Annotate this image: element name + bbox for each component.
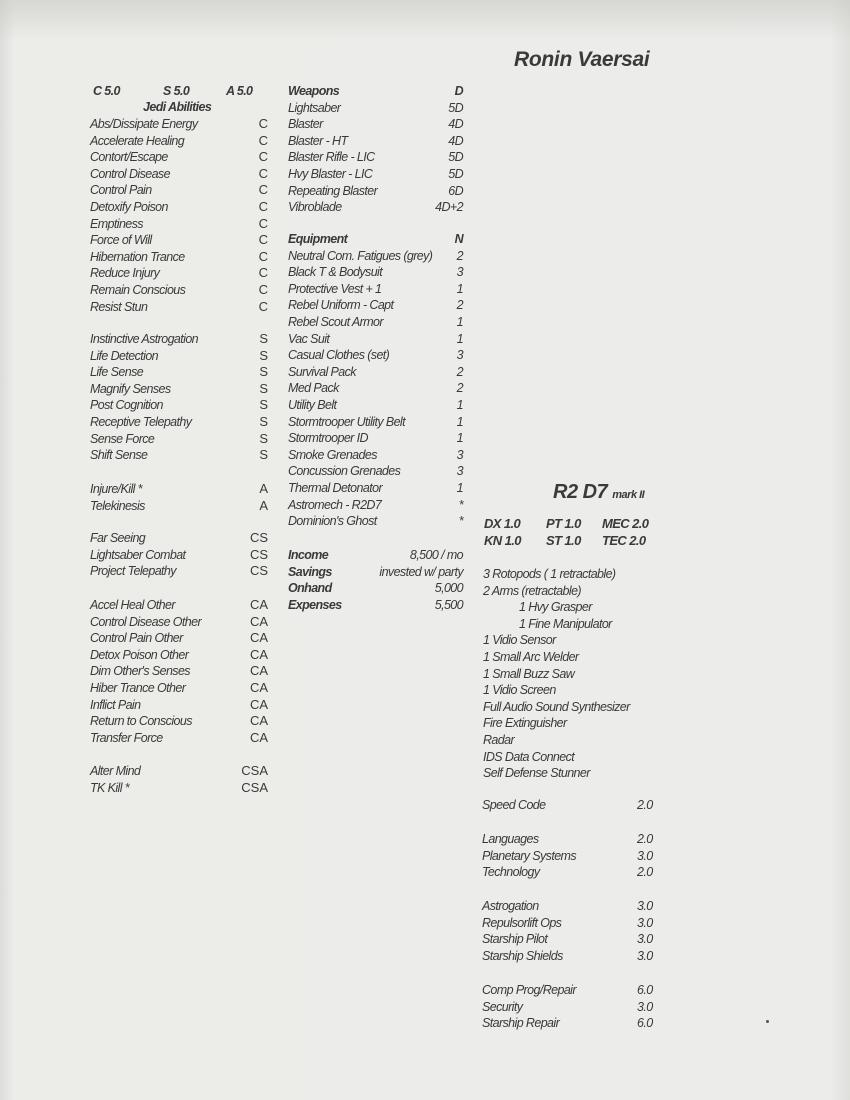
droid-feature: Fire Extinguisher [483, 716, 567, 731]
jedi-ability-row [90, 563, 280, 580]
jedi-ability-code: CS [249, 530, 268, 545]
jedi-ability-name: Post Cognition [90, 398, 163, 413]
droid-skill-row [482, 797, 662, 814]
jedi-ability-name: Transfer Force [90, 730, 163, 745]
jedi-ability-name: Resist Stun [90, 299, 148, 314]
jedi-ability-name: Hibernation Trance [90, 249, 185, 264]
weapon-row [288, 116, 463, 133]
jedi-ability-row [90, 149, 280, 166]
equipment-row [288, 447, 463, 464]
droid-stat: MEC 2.0 [602, 516, 649, 531]
droid-skill-name: Starship Pilot [482, 932, 548, 947]
jedi-ability-name: Control Pain Other [90, 631, 183, 646]
droid-skill-row [482, 948, 662, 965]
attribute-stats [93, 83, 268, 100]
equipment-value: 3 [456, 265, 463, 280]
jedi-ability-row [90, 232, 280, 249]
finance-label: Savings [288, 564, 332, 579]
droid-skill-name: Repulsorlift Ops [482, 915, 562, 930]
equipment-name: Astromech - R2D7 [288, 497, 382, 512]
jedi-ability-code: C [258, 116, 268, 131]
droid-feature: 1 Small Buzz Saw [483, 666, 575, 681]
equipment-value: 2 [456, 298, 463, 313]
droid-skill-row [482, 848, 662, 865]
droid-skill-name: Technology [482, 865, 540, 880]
equipment-row [288, 347, 463, 364]
droid-stat: KN 1.0 [484, 533, 521, 548]
weapon-value: 5D [448, 166, 463, 181]
jedi-ability-code: C [258, 182, 268, 198]
finance-value: invested w/ party [379, 564, 463, 579]
jedi-ability-row [90, 530, 280, 547]
equipment-name: Rebel Scout Armor [288, 314, 383, 329]
jedi-ability-name: Far Seeing [90, 531, 146, 545]
jedi-group-sense [90, 331, 280, 464]
jedi-ability-name: Control Pain [90, 183, 152, 198]
stray-ink-dot [766, 1020, 769, 1023]
equipment-name: Vac Suit [288, 331, 330, 346]
jedi-ability-name: Dim Other's Senses [90, 664, 190, 679]
droid-skill-row [482, 864, 662, 881]
weapon-name: Repeating Blaster [288, 183, 378, 198]
equipment-name: Black T & Bodysuit [288, 265, 383, 280]
jedi-group-control-sense [90, 530, 280, 580]
equipment-name: Thermal Detonator [288, 480, 383, 495]
droid-mark: mark II [612, 489, 645, 501]
droid-skill-value: 2.0 [637, 865, 653, 880]
jedi-group-control-alter [90, 597, 280, 746]
finance-value: 5,000 [434, 581, 463, 596]
jedi-ability-row [90, 431, 280, 448]
jedi-ability-row [90, 282, 280, 299]
jedi-ability-row [90, 680, 280, 697]
attribute-sense: S 5.0 [163, 84, 190, 98]
equipment-value: 1 [456, 331, 463, 346]
equipment-name: Survival Pack [288, 364, 356, 379]
weapon-row [288, 183, 463, 200]
equipment-row [288, 264, 463, 281]
equipment-name: Protective Vest + 1 [288, 281, 382, 296]
droid-skill-row [482, 999, 662, 1016]
droid-feature: Radar [483, 732, 515, 747]
finance-value: 8,500 / mo [409, 548, 463, 562]
weapons-column-label: D [454, 84, 463, 98]
jedi-ability-name: Life Sense [90, 365, 144, 380]
weapon-value: 5D [448, 100, 463, 115]
jedi-ability-name: Contort/Escape [90, 150, 168, 165]
jedi-ability-name: Shift Sense [90, 448, 148, 463]
droid-skill-row [482, 898, 662, 915]
droid-feature: 3 Rotopods ( 1 retractable) [483, 567, 616, 581]
droid-skill-value: 3.0 [637, 999, 653, 1014]
droid-skill-value: 3.0 [637, 848, 653, 863]
equipment-value: 1 [456, 397, 463, 412]
jedi-ability-row [90, 216, 280, 233]
equipment-value: 2 [456, 364, 463, 379]
equipment-name: Stormtrooper Utility Belt [288, 414, 405, 429]
jedi-ability-row [90, 182, 280, 199]
jedi-ability-name: Detox Poison Other [90, 647, 189, 662]
droid-feature: 1 Fine Manipulator [519, 616, 612, 631]
droid-skill-value: 3.0 [637, 915, 653, 930]
equipment-list [288, 248, 463, 530]
droid-stat: PT 1.0 [546, 516, 581, 531]
droid-skill-row [482, 1015, 662, 1032]
equipment-row [288, 463, 463, 480]
droid-skills-group-2 [482, 831, 662, 881]
jedi-abilities-heading: Jedi Abilities [143, 100, 212, 114]
jedi-ability-name: Receptive Telepathy [90, 414, 192, 429]
equipment-value: 1 [456, 480, 463, 495]
droid-feature: IDS Data Connect [483, 749, 575, 764]
weapons-list [288, 100, 463, 216]
droid-skills-group-3 [482, 898, 662, 964]
droid-skill-row [482, 931, 662, 948]
jedi-ability-name: Hiber Trance Other [90, 680, 186, 695]
jedi-ability-name: Injure/Kill * [90, 482, 142, 496]
equipment-row [288, 314, 463, 331]
jedi-ability-row [90, 730, 280, 747]
weapon-row [288, 149, 463, 166]
equipment-row [288, 513, 463, 530]
jedi-ability-row [90, 331, 280, 348]
equipment-row [288, 248, 463, 265]
weapon-value: 5D [448, 150, 463, 165]
jedi-ability-code: CA [249, 696, 268, 712]
jedi-ability-name: Emptiness [90, 216, 143, 231]
equipment-row [288, 480, 463, 497]
jedi-ability-name: Magnify Senses [90, 381, 171, 396]
jedi-ability-code: C [258, 265, 268, 281]
jedi-ability-code: A [259, 481, 268, 496]
jedi-ability-code: A [259, 497, 268, 513]
jedi-ability-name: Alter Mind [90, 764, 141, 778]
droid-stat: TEC 2.0 [602, 533, 646, 548]
jedi-ability-row [90, 447, 280, 464]
equipment-value: 3 [456, 447, 463, 462]
equipment-name: Neutral Com. Fatigues (grey) [288, 248, 433, 263]
jedi-ability-code: S [259, 430, 268, 446]
jedi-ability-row [90, 597, 280, 614]
droid-skill-value: 3.0 [637, 948, 653, 963]
jedi-ability-code: S [259, 397, 268, 413]
jedi-ability-code: C [258, 165, 268, 181]
jedi-ability-code: CA [249, 713, 268, 729]
jedi-ability-row [90, 397, 280, 414]
equipment-row [288, 397, 463, 414]
jedi-group-control [90, 116, 280, 315]
equipment-name: Concussion Grenades [288, 464, 401, 479]
weapon-name: Hvy Blaster - LIC [288, 166, 373, 181]
finance-row-expenses [288, 597, 463, 614]
weapon-value: 4D [448, 133, 463, 148]
jedi-ability-name: Reduce Injury [90, 266, 160, 281]
weapon-value: 6D [448, 183, 463, 198]
weapon-value: 4D+2 [435, 200, 463, 215]
jedi-ability-row [90, 133, 280, 150]
weapon-name: Lightsaber [288, 100, 341, 115]
equipment-row [288, 297, 463, 314]
droid-skill-name: Astrogation [482, 899, 539, 913]
equipment-row [288, 364, 463, 381]
finances-section [288, 547, 463, 613]
jedi-ability-code: S [259, 364, 268, 380]
weapon-row [288, 166, 463, 183]
equipment-section [288, 231, 463, 530]
jedi-ability-code: C [258, 132, 268, 148]
equipment-name: Rebel Uniform - Capt [288, 298, 394, 313]
jedi-ability-name: Sense Force [90, 431, 155, 446]
jedi-ability-name: Instinctive Astrogation [90, 332, 199, 346]
jedi-group-alter [90, 481, 280, 514]
droid-skill-row [482, 831, 662, 848]
droid-skill-name: Languages [482, 832, 539, 846]
finance-value: 5,500 [434, 597, 463, 612]
weapon-name: Blaster Rifle - LIC [288, 150, 375, 165]
equipment-value: 1 [456, 314, 463, 329]
jedi-ability-name: Detoxify Poison [90, 199, 168, 214]
jedi-ability-code: S [259, 413, 268, 429]
finance-row-savings [288, 564, 463, 581]
jedi-ability-name: Control Disease [90, 166, 170, 181]
droid-feature: 1 Small Arc Welder [483, 649, 579, 664]
jedi-group-control-sense-alter [90, 763, 280, 796]
finance-row-onhand [288, 580, 463, 597]
jedi-ability-code: CA [249, 597, 268, 612]
jedi-ability-row [90, 249, 280, 266]
jedi-ability-row [90, 697, 280, 714]
jedi-ability-code: C [258, 281, 268, 297]
droid-skill-row [482, 982, 662, 999]
jedi-ability-code: C [258, 248, 268, 264]
equipment-column-label: N [454, 232, 463, 246]
jedi-ability-name: Control Disease Other [90, 614, 202, 629]
droid-feature: 1 Vidio Sensor [483, 633, 556, 648]
jedi-ability-code: C [258, 149, 268, 165]
jedi-ability-code: CS [249, 563, 268, 579]
jedi-ability-name: Lightsaber Combat [90, 547, 186, 562]
jedi-ability-row [90, 780, 280, 797]
jedi-ability-code: CA [249, 613, 268, 629]
jedi-ability-name: Project Telepathy [90, 564, 176, 579]
droid-skill-value: 6.0 [637, 983, 653, 997]
droid-features-list [483, 566, 630, 782]
jedi-ability-name: Return to Conscious [90, 714, 192, 729]
jedi-ability-code: C [258, 215, 268, 231]
equipment-value: * [458, 497, 463, 512]
droid-skills-group-4 [482, 982, 662, 1032]
jedi-ability-name: Inflict Pain [90, 697, 141, 712]
equipment-row [288, 331, 463, 348]
jedi-ability-row [90, 265, 280, 282]
jedi-ability-row [90, 348, 280, 365]
droid-stat: ST 1.0 [546, 533, 581, 548]
weapon-name: Blaster [288, 117, 323, 132]
finance-row-income [288, 547, 463, 564]
droid-skill-name: Speed Code [482, 798, 546, 812]
equipment-row [288, 497, 463, 514]
droid-feature: Full Audio Sound Synthesizer [483, 699, 630, 714]
jedi-ability-code: CSA [241, 763, 268, 778]
droid-title [553, 481, 644, 504]
finance-label: Onhand [288, 581, 332, 596]
jedi-ability-name: Abs/Dissipate Energy [90, 117, 198, 131]
jedi-ability-row [90, 614, 280, 631]
weapons-section [288, 83, 463, 216]
droid-feature: 1 Hvy Grasper [519, 600, 592, 615]
character-name: Ronin Vaersai [514, 48, 650, 71]
jedi-ability-row [90, 299, 280, 316]
jedi-ability-code: CS [249, 546, 268, 562]
weapon-name: Vibroblade [288, 200, 342, 215]
finance-label: Expenses [288, 597, 342, 612]
equipment-value: 3 [456, 464, 463, 479]
jedi-ability-code: C [258, 232, 268, 248]
jedi-ability-code: S [259, 331, 268, 346]
droid-skill-value: 3.0 [637, 932, 653, 947]
jedi-ability-name: Accel Heal Other [90, 598, 175, 612]
droid-skill-value: 6.0 [637, 1016, 653, 1031]
equipment-value: 2 [456, 381, 463, 396]
jedi-ability-code: CA [249, 630, 268, 646]
jedi-ability-name: Remain Conscious [90, 282, 186, 297]
jedi-ability-code: C [258, 298, 268, 314]
jedi-ability-row [90, 498, 280, 515]
jedi-ability-code: CA [249, 679, 268, 695]
jedi-ability-row [90, 481, 280, 498]
equipment-heading: Equipment [288, 232, 348, 246]
droid-skill-name: Starship Repair [482, 1016, 560, 1031]
jedi-ability-row [90, 663, 280, 680]
equipment-name: Dominion's Ghost [288, 514, 377, 529]
jedi-ability-row [90, 381, 280, 398]
droid-skill-value: 2.0 [637, 798, 653, 812]
equipment-value: 1 [456, 431, 463, 446]
jedi-ability-row [90, 364, 280, 381]
jedi-ability-row [90, 199, 280, 216]
jedi-ability-name: TK Kill * [90, 780, 130, 795]
droid-skills-group-1 [482, 797, 662, 814]
equipment-value: 2 [456, 248, 463, 263]
droid-stat: DX 1.0 [484, 516, 521, 531]
droid-skill-value: 2.0 [637, 832, 653, 846]
jedi-ability-row [90, 763, 280, 780]
jedi-ability-code: CA [249, 663, 268, 679]
equipment-value: 3 [456, 348, 463, 363]
jedi-ability-code: CA [249, 729, 268, 745]
jedi-ability-name: Life Detection [90, 348, 159, 363]
jedi-ability-code: CSA [241, 779, 268, 795]
droid-skill-name: Comp Prog/Repair [482, 983, 576, 997]
jedi-ability-code: C [258, 198, 268, 214]
equipment-name: Smoke Grenades [288, 447, 377, 462]
jedi-ability-code: S [259, 380, 268, 396]
equipment-name: Casual Clothes (set) [288, 348, 390, 363]
droid-skill-row [482, 915, 662, 932]
jedi-ability-code: CA [249, 646, 268, 662]
jedi-ability-row [90, 116, 280, 133]
droid-name: R2 D7 [553, 481, 608, 503]
weapon-row [288, 199, 463, 216]
jedi-ability-name: Telekinesis [90, 498, 145, 513]
jedi-ability-name: Force of Will [90, 233, 152, 248]
paper-edge-shadow [0, 0, 850, 40]
weapon-row [288, 100, 463, 117]
droid-skill-name: Planetary Systems [482, 848, 577, 863]
equipment-row [288, 430, 463, 447]
equipment-row [288, 414, 463, 431]
equipment-name: Stormtrooper ID [288, 431, 368, 446]
droid-feature: 1 Vidio Screen [483, 683, 556, 698]
jedi-ability-row [90, 166, 280, 183]
weapon-row [288, 133, 463, 150]
weapons-heading: Weapons [288, 84, 340, 98]
jedi-ability-code: S [259, 347, 268, 363]
equipment-value: 1 [456, 414, 463, 429]
jedi-ability-row [90, 713, 280, 730]
weapon-name: Blaster - HT [288, 133, 348, 148]
equipment-header [288, 231, 463, 248]
equipment-value: 1 [456, 281, 463, 296]
jedi-ability-row [90, 630, 280, 647]
droid-skill-name: Security [482, 999, 523, 1014]
equipment-row [288, 380, 463, 397]
attribute-alter: A 5.0 [226, 84, 253, 98]
droid-skill-value: 3.0 [637, 899, 653, 913]
droid-feature: Self Defense Stunner [483, 766, 590, 781]
attribute-control: C 5.0 [93, 84, 120, 98]
equipment-value: * [458, 514, 463, 529]
equipment-row [288, 281, 463, 298]
jedi-ability-code: S [259, 447, 268, 463]
jedi-ability-name: Accelerate Healing [90, 133, 185, 148]
equipment-name: Med Pack [288, 381, 339, 396]
jedi-ability-row [90, 647, 280, 664]
droid-feature: 2 Arms (retractable) [483, 583, 581, 598]
equipment-name: Utility Belt [288, 397, 337, 412]
droid-skill-name: Starship Shields [482, 948, 563, 963]
jedi-ability-row [90, 547, 280, 564]
finance-label: Income [288, 548, 329, 562]
weapon-value: 4D [448, 117, 463, 132]
weapons-header [288, 83, 463, 100]
jedi-ability-row [90, 414, 280, 431]
